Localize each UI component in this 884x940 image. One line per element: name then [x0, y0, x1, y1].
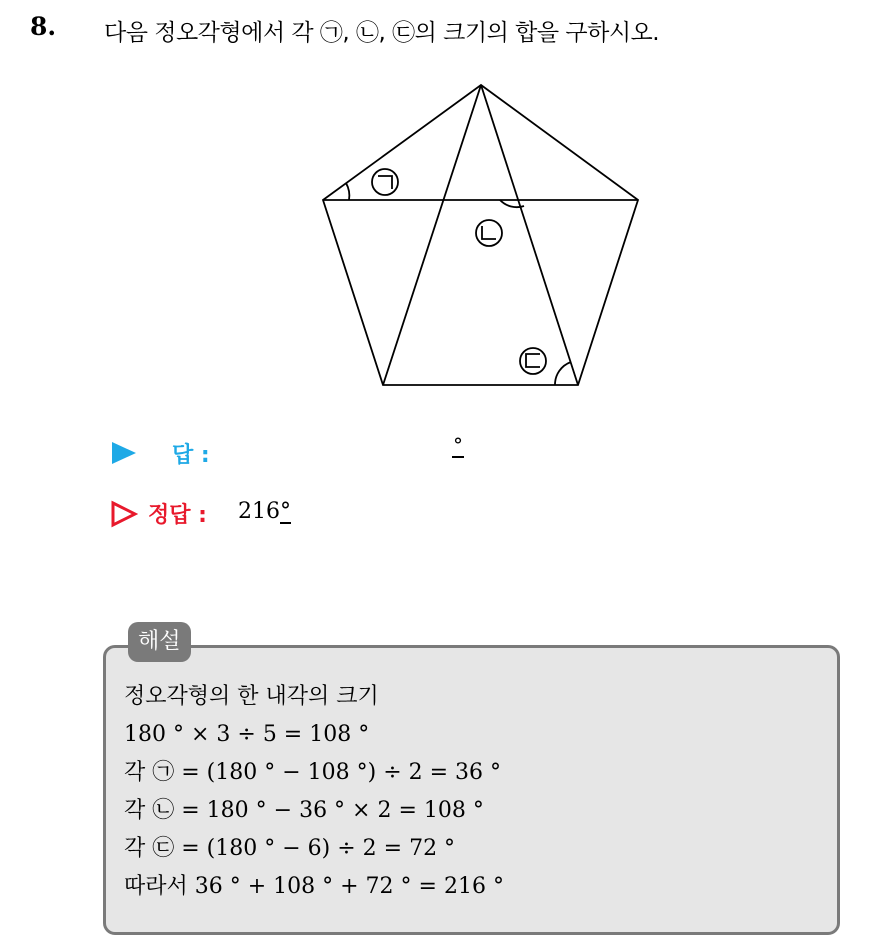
solution-tab: 해설 [128, 622, 191, 662]
diagonal-top-bottomright [481, 85, 578, 385]
label-circle-3 [520, 348, 546, 374]
correct-answer-row [110, 498, 710, 530]
answer-label: 답 : [172, 443, 210, 468]
outline-triangle-icon [110, 500, 138, 528]
label-circle-1 [372, 169, 398, 195]
label-giyeok [378, 176, 392, 189]
angle-arc-1 [346, 183, 349, 200]
question-text: 다음 정오각형에서 각 ㉠, ㉡, ㉢의 크기의 합을 구하시오. [104, 20, 660, 46]
solution-line: 따라서 36 ° + 108 ° + 72 ° = 216 ° [124, 874, 504, 899]
correct-value [238, 499, 291, 524]
pentagon-outline [323, 85, 638, 385]
diagonal-top-bottomleft [383, 85, 481, 385]
solution-line: 각 ㉡ = 180 ° − 36 ° × 2 = 108 ° [124, 798, 484, 823]
pentagon-figure [0, 0, 884, 420]
correct-label: 정답 : [148, 503, 207, 528]
question-number: 8. [30, 12, 57, 41]
label-circle-2 [476, 220, 502, 246]
solution-line: 정오각형의 한 내각의 크기 [124, 684, 379, 709]
answer-row [110, 433, 710, 468]
label-digeut [526, 354, 540, 367]
solution-line: 각 ㉢ = (180 ° − 6) ÷ 2 = 72 ° [124, 836, 456, 861]
correct-unit: ° [280, 499, 291, 524]
angle-arc-3 [555, 362, 571, 385]
angle-arc-2 [500, 200, 524, 207]
solution-line: 각 ㉠ = (180 ° − 108 °) ÷ 2 = 36 ° [124, 760, 502, 785]
play-triangle-icon [110, 440, 138, 466]
answer-blank[interactable]: ° [453, 433, 463, 457]
correct-number: 216 [238, 499, 280, 524]
solution-lines [124, 678, 504, 906]
label-nieun [482, 226, 496, 239]
solution-line: 180 ° × 3 ÷ 5 = 108 ° [124, 722, 370, 747]
